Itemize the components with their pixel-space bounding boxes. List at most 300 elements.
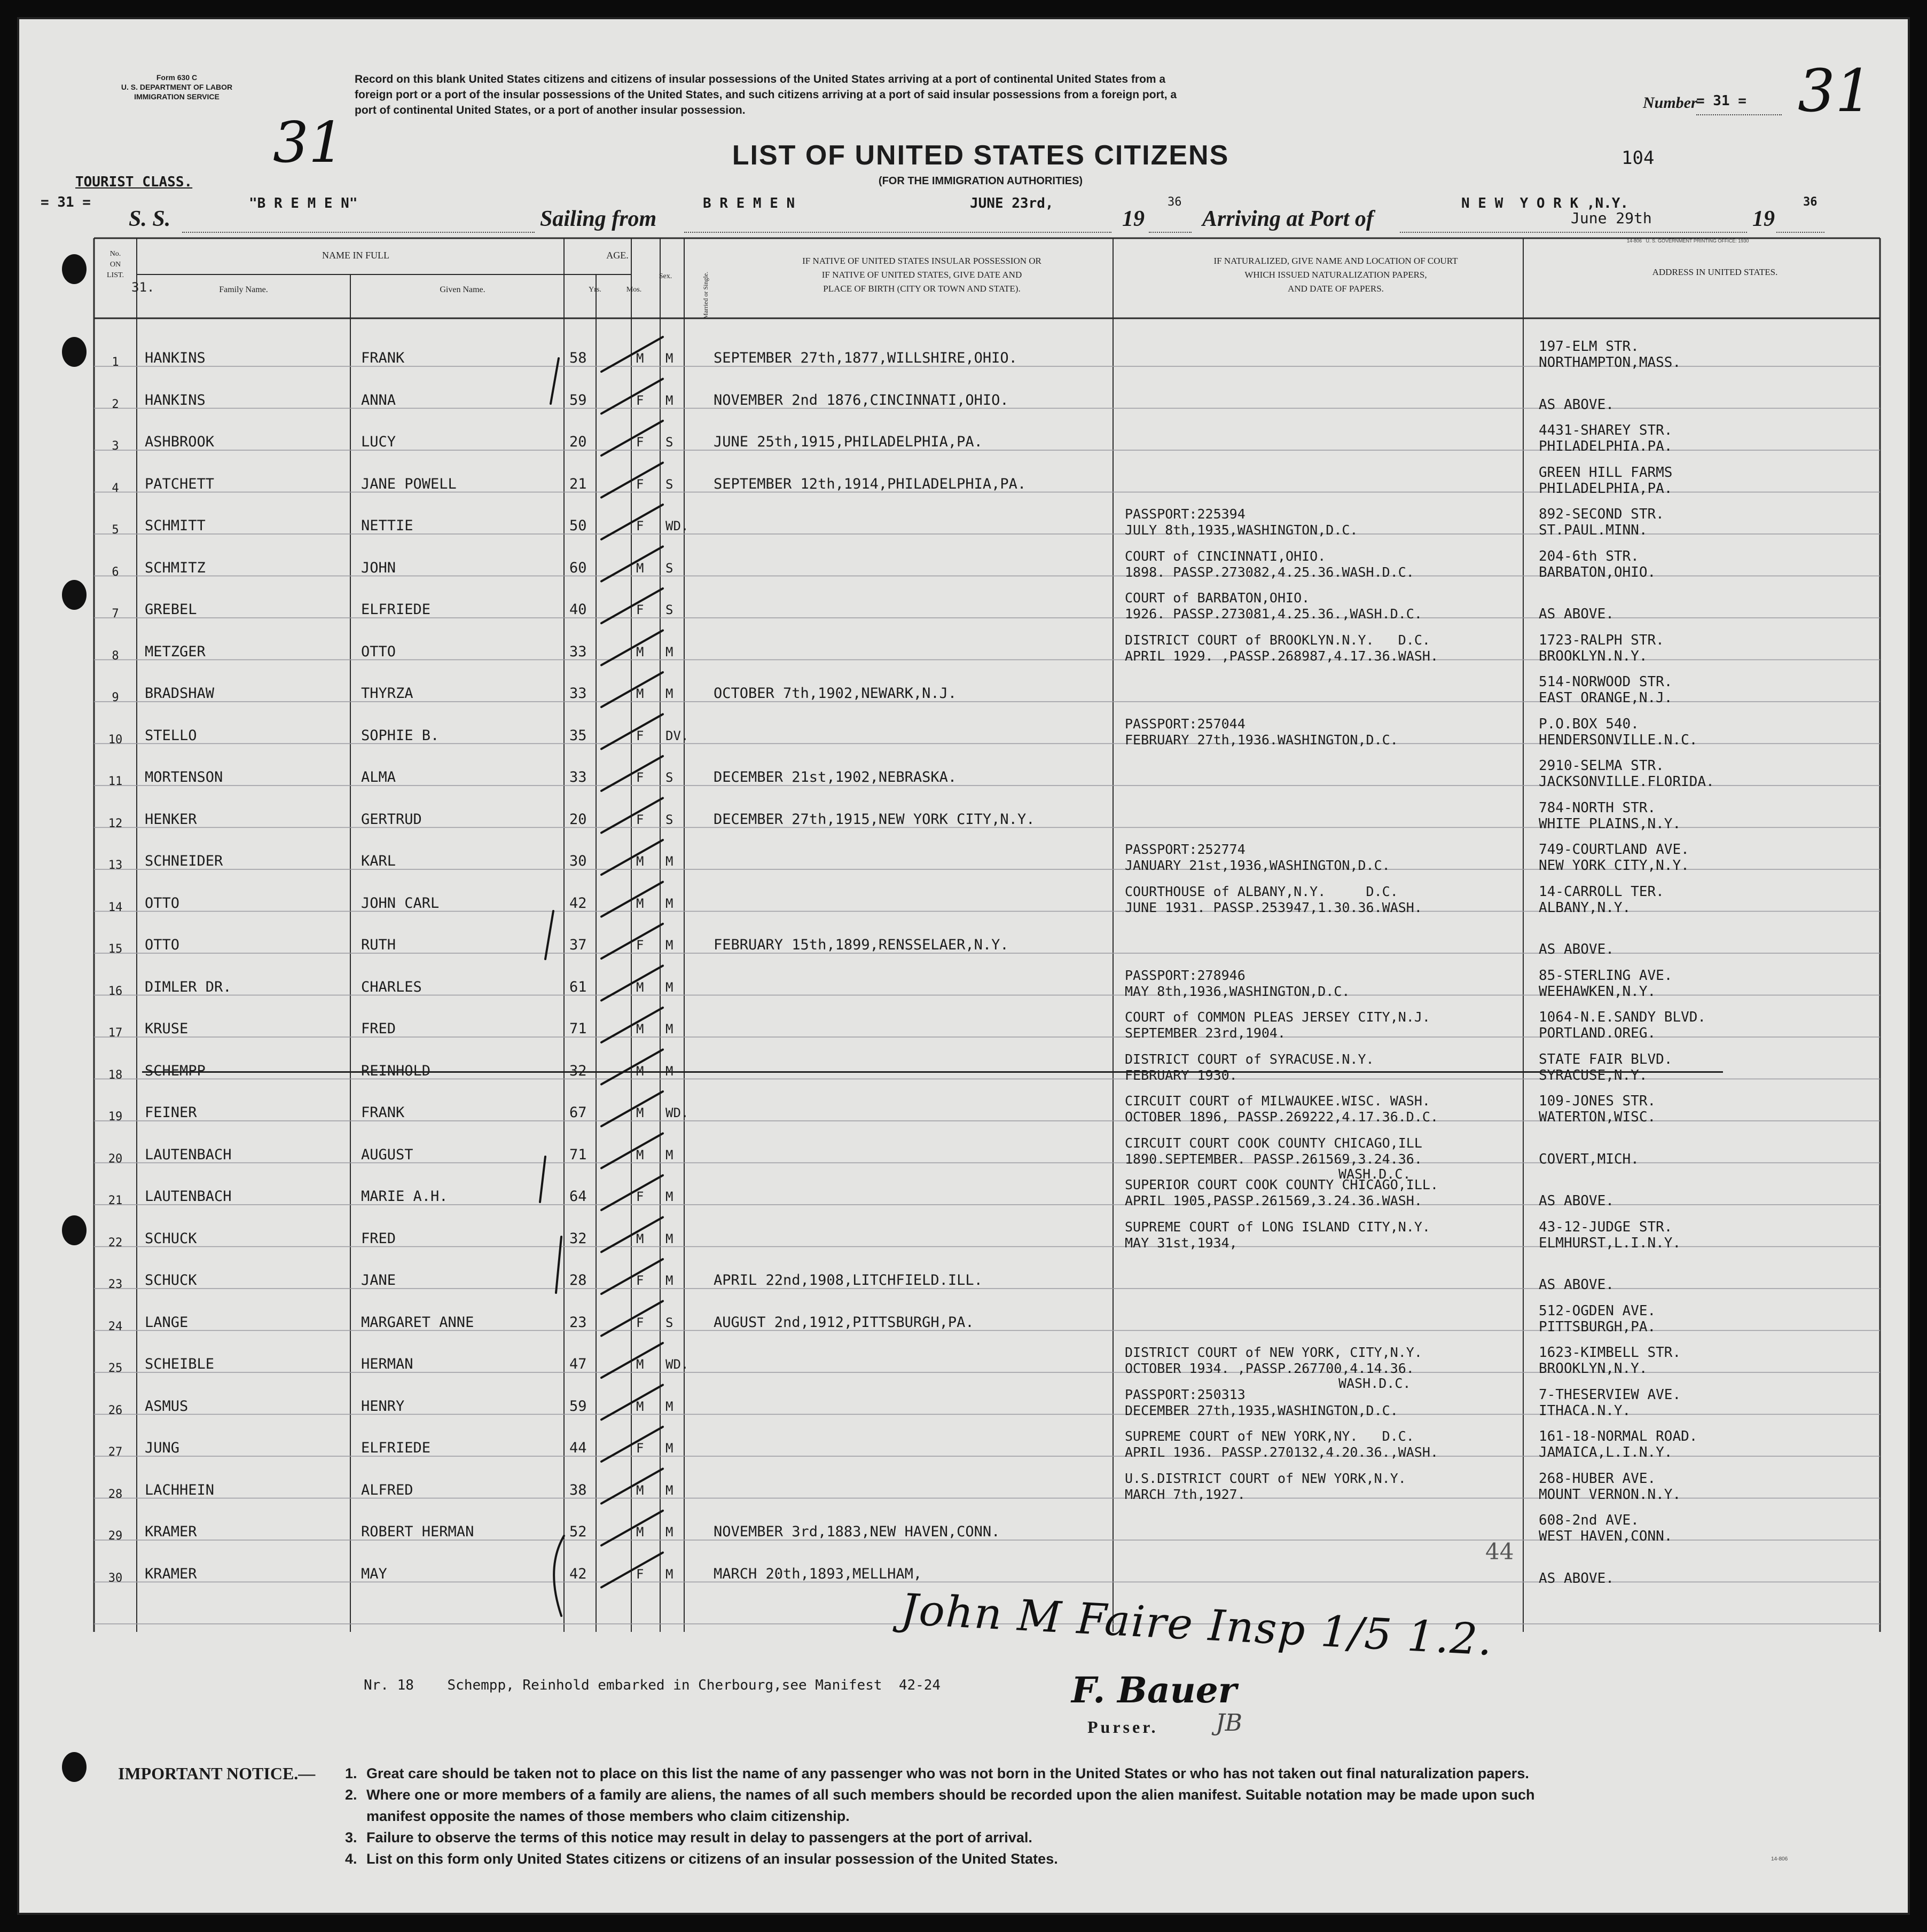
row-number: 24 [108, 1320, 123, 1333]
row-number: 11 [108, 775, 123, 788]
naturalization-date: SEPTEMBER 23rd,1904. [1125, 1025, 1286, 1041]
age-years: 52 [569, 1523, 587, 1540]
given-name: KARL [361, 853, 396, 869]
check-slash [601, 1091, 663, 1126]
marital-status: M [665, 979, 673, 995]
printer-imprint: U. S. GOVERNMENT PRINTING OFFICE: 1930 [1646, 238, 1749, 244]
address-line-2: WHITE PLAINS,N.Y. [1539, 815, 1681, 832]
row-number: 7 [112, 607, 119, 621]
given-name: GERTRUD [361, 811, 422, 828]
age-years: 28 [569, 1272, 587, 1289]
age-years: 33 [569, 769, 587, 786]
given-name: SOPHIE B. [361, 727, 440, 744]
check-slash [601, 1008, 663, 1042]
address-line-2: WEEHAWKEN,N.Y. [1539, 983, 1656, 1000]
given-name: MARIE A.H. [361, 1188, 448, 1205]
naturalization-date: DECEMBER 27th,1935,WASHINGTON,D.C. [1125, 1402, 1398, 1418]
marital-status: M [665, 644, 673, 659]
age-years: 71 [569, 1146, 587, 1163]
naturalization-court: COURT of CINCINNATI,OHIO. [1125, 548, 1326, 564]
address-line-2: MOUNT VERNON.N.Y. [1539, 1486, 1681, 1503]
address-line-1: 4431-SHAREY STR. [1539, 422, 1673, 438]
address-line-2: PORTLAND.OREG. [1539, 1025, 1656, 1041]
family-name: KRUSE [145, 1020, 189, 1037]
address-line-2: PITTSBURGH,PA. [1539, 1318, 1656, 1335]
family-name: SCHUCK [145, 1230, 197, 1247]
margin-note-44: 44 [1485, 1538, 1514, 1565]
birth-info: APRIL 22nd,1908,LITCHFIELD.ILL. [714, 1272, 983, 1289]
given-name: ELFRIEDE [361, 1440, 431, 1456]
age-years: 21 [569, 475, 587, 492]
given-name: HERMAN [361, 1356, 413, 1372]
marital-status: S [665, 435, 673, 450]
check-slash [601, 379, 663, 414]
naturalization-date: OCTOBER 1934. ,PASSP.267700,4.14.36. [1125, 1361, 1414, 1376]
sex: F [636, 435, 644, 450]
address-line-1: 749-COURTLAND AVE. [1539, 842, 1689, 858]
row-number: 23 [108, 1278, 123, 1291]
check-slash [601, 463, 663, 498]
family-name: SCHNEIDER [145, 853, 223, 869]
sailing-from: B R E M E N [703, 195, 795, 211]
address-line-2: SYRACUSE,N.Y. [1539, 1067, 1648, 1083]
marital-status: M [665, 1482, 673, 1498]
row-number: 29 [108, 1529, 123, 1543]
handwritten-list-number: 31 [273, 110, 344, 175]
sailing-label: Sailing from [540, 207, 657, 231]
naturalization-date: FEBRUARY 1930. [1125, 1067, 1237, 1083]
row-number: 15 [108, 943, 123, 956]
marital-status: M [665, 1399, 673, 1414]
sex: M [636, 1147, 644, 1163]
check-slash [601, 756, 663, 791]
header-given-name: Given Name. [440, 285, 485, 294]
family-name: LACHHEIN [145, 1481, 215, 1498]
naturalization-date: 1898. PASSP.273082,4.25.36.WASH.D.C. [1125, 564, 1414, 580]
birth-info: OCTOBER 7th,1902,NEWARK,N.J. [714, 685, 957, 702]
address-line-2: WATERTON,WISC. [1539, 1109, 1656, 1125]
naturalization-date: APRIL 1905,PASSP.261569,3.24.36.WASH. [1125, 1193, 1422, 1208]
row-number: 27 [108, 1446, 123, 1459]
sex: F [636, 728, 644, 743]
arrival-year-suffix: 36 [1803, 195, 1818, 209]
address-line-1: 14-CARROLL TER. [1539, 883, 1664, 900]
notice-item-text: Failure to observe the terms of this notice may result in delay to passengers at the port of arrival. [366, 1829, 1032, 1845]
address-line-2: JACKSONVILLE.FLORIDA. [1539, 774, 1714, 790]
naturalization-court: COURT of BARBATON,OHIO. [1125, 590, 1310, 606]
age-years: 67 [569, 1104, 587, 1121]
naturalization-date: JUNE 1931. PASSP.253947,1.30.36.WASH. [1125, 899, 1422, 915]
age-years: 59 [569, 391, 587, 409]
age-years: 61 [569, 978, 587, 995]
age-years: 32 [569, 1230, 587, 1247]
address-line-2: AS ABOVE. [1539, 1277, 1614, 1293]
marital-status: M [665, 351, 673, 366]
naturalization-court: DISTRICT COURT of SYRACUSE.N.Y. [1125, 1051, 1374, 1067]
marital-status: M [665, 1022, 673, 1036]
age-years: 32 [569, 1062, 587, 1079]
intro-line: port of continental United States, or a port of another insular possession. [355, 104, 746, 116]
address-line-1: 204-6th STR. [1539, 548, 1639, 564]
address-line-2: BROOKLYN,N.Y. [1539, 1361, 1648, 1377]
naturalization-court: PASSPORT:278946 [1125, 967, 1246, 983]
address-line-1: 197-ELM STR. [1539, 339, 1639, 355]
family-name: KRAMER [145, 1565, 197, 1582]
given-name: FRANK [361, 1104, 405, 1121]
naturalization-court: PASSPORT:252774 [1125, 842, 1246, 857]
check-slash [601, 1301, 663, 1336]
year-suffix: 36 [1168, 195, 1182, 209]
address-line-2: ELMHURST,L.I.N.Y. [1539, 1235, 1681, 1251]
ss-label: S. S. [129, 207, 171, 231]
header-sex: Sex. [659, 272, 672, 280]
address-line-2: HENDERSONVILLE.N.C. [1539, 732, 1698, 748]
page-subtitle: (FOR THE IMMIGRATION AUTHORITIES) [878, 175, 1083, 187]
family-name: DIMLER DR. [145, 978, 232, 995]
naturalization-court: SUPREME COURT of NEW YORK,NY. D.C. [1125, 1428, 1414, 1444]
naturalization-court: PASSPORT:225394 [1125, 506, 1246, 522]
notice-item-number: 1. [345, 1765, 357, 1781]
given-name: NETTIE [361, 517, 413, 534]
year-prefix: 19 [1122, 207, 1145, 231]
address-line-2: EAST ORANGE,N.J. [1539, 690, 1673, 706]
row-number: 17 [108, 1026, 123, 1040]
check-slash [601, 1134, 663, 1168]
notice-item-number: 3. [345, 1829, 357, 1845]
address-line-1: 1723-RALPH STR. [1539, 632, 1664, 648]
arrival-port: N E W Y O R K ,N.Y. [1461, 195, 1629, 211]
address-line-1: 1623-KIMBELL STR. [1539, 1345, 1681, 1361]
birth-info: MARCH 20th,1893,MELLHAM, [714, 1565, 922, 1582]
naturalization-extra: WASH.D.C. [1338, 1166, 1411, 1182]
sex: F [636, 1441, 644, 1456]
check-slash [601, 631, 663, 665]
marital-status: M [665, 1566, 673, 1582]
row-number: 9 [112, 691, 119, 704]
address-line-2: NORTHAMPTON,MASS. [1539, 355, 1681, 371]
header-address: ADDRESS IN UNITED STATES. [1652, 267, 1778, 277]
address-line-2: PHILADELPHIA.PA. [1539, 438, 1673, 454]
given-name: RUTH [361, 937, 396, 953]
check-slash [601, 421, 663, 455]
address-line-1: 892-SECOND STR. [1539, 506, 1664, 522]
check-slash [601, 966, 663, 1001]
address-line-2: NEW YORK CITY,N.Y. [1539, 858, 1689, 874]
age-years: 30 [569, 853, 587, 869]
purser-label: Purser. [1087, 1717, 1158, 1737]
sex: F [636, 1566, 644, 1582]
sex: M [636, 1063, 644, 1079]
family-name: SCHEIBLE [145, 1356, 215, 1372]
row-number: 30 [108, 1571, 123, 1585]
birth-info: AUGUST 2nd,1912,PITTSBURGH,PA. [714, 1314, 974, 1331]
age-years: 23 [569, 1314, 587, 1331]
given-name: ROBERT HERMAN [361, 1523, 474, 1540]
family-name: JUNG [145, 1440, 180, 1456]
row-number: 3 [112, 439, 119, 453]
given-name: ELFRIEDE [361, 601, 431, 618]
marital-status: M [665, 686, 673, 701]
number-label: Number [1643, 94, 1697, 112]
check-slash [601, 798, 663, 833]
row-number: 21 [108, 1194, 123, 1207]
age-years: 35 [569, 727, 587, 744]
header-mos: Mos. [626, 286, 642, 294]
check-slash [601, 1427, 663, 1462]
check-slash [601, 1218, 663, 1252]
family-name: SCHUCK [145, 1272, 197, 1289]
service-name: IMMIGRATION SERVICE [134, 92, 220, 101]
sex: M [636, 1105, 644, 1120]
address-line-1: 268-HUBER AVE. [1539, 1470, 1656, 1487]
address-line-2: ITHACA.N.Y. [1539, 1402, 1631, 1419]
intro-line: Record on this blank United States citizens and citizens of insular possessions of the United States arriving at a port of continental United States from a [355, 73, 1166, 85]
naturalization-court: DISTRICT COURT of NEW YORK, CITY,N.Y. [1125, 1345, 1422, 1360]
address-line-2: JAMAICA,L.I.N.Y. [1539, 1444, 1673, 1460]
intro-line: foreign port or a port of the insular possessions of the United States, and such citizens arriving at a port of said insular possessions from a foreign port, a [355, 89, 1177, 101]
page-title: LIST OF UNITED STATES CITIZENS [732, 140, 1229, 171]
row-number: 12 [108, 816, 123, 830]
header-married-single: Married or Single. [702, 271, 709, 319]
naturalization-court: DISTRICT COURT of BROOKLYN.N.Y. D.C. [1125, 632, 1430, 648]
birth-info: DECEMBER 27th,1915,NEW YORK CITY,N.Y. [714, 811, 1035, 828]
given-name: ALMA [361, 769, 396, 786]
address-line-2: AS ABOVE. [1539, 1570, 1614, 1587]
manifest-page [17, 17, 1910, 1915]
row-number: 20 [108, 1152, 123, 1166]
check-slash [601, 1385, 663, 1420]
row-number: 8 [112, 649, 119, 663]
marital-status: M [665, 896, 673, 911]
check-slash [601, 882, 663, 917]
notice-heading: IMPORTANT NOTICE.— [118, 1764, 316, 1783]
naturalization-date: JANUARY 21st,1936,WASHINGTON,D.C. [1125, 858, 1390, 873]
marital-status: WD. [665, 1105, 689, 1120]
family-name: HENKER [145, 811, 197, 828]
given-name: FRED [361, 1020, 396, 1037]
sex: F [636, 938, 644, 953]
address-line-1: 1064-N.E.SANDY BLVD. [1539, 1009, 1706, 1025]
sex: M [636, 1525, 644, 1540]
sex: M [636, 686, 644, 701]
marital-status: WD. [665, 1357, 689, 1372]
marital-status: M [665, 1525, 673, 1540]
tourist-class: TOURIST CLASS. [75, 174, 193, 190]
header-yrs: Yrs. [589, 286, 601, 294]
given-name: OTTO [361, 643, 396, 660]
department-name: U. S. DEPARTMENT OF LABOR [121, 83, 233, 91]
sex: M [636, 1399, 644, 1414]
sex: M [636, 979, 644, 995]
sex: M [636, 1022, 644, 1036]
address-line-2: BROOKLYN.N.Y. [1539, 648, 1648, 664]
page-number: 104 [1622, 147, 1655, 169]
notice-item-text: manifest opposite the names of those members who claim citizenship. [366, 1808, 850, 1824]
address-line-1: 7-THESERVIEW AVE. [1539, 1386, 1681, 1403]
marital-status: S [665, 812, 673, 827]
row-number: 22 [108, 1236, 123, 1250]
footnote: Nr. 18 Schempp, Reinhold embarked in Cherbourg,see Manifest 42-24 [364, 1677, 941, 1693]
naturalization-court: SUPERIOR COURT COOK COUNTY CHICAGO,ILL. [1125, 1177, 1438, 1192]
check-slash [601, 588, 663, 623]
given-name: REINHOLD [361, 1062, 431, 1079]
sex: M [636, 644, 644, 659]
check-slash [601, 714, 663, 749]
sex: M [636, 560, 644, 576]
family-name: METZGER [145, 643, 206, 660]
family-name: ASMUS [145, 1397, 189, 1415]
ship-name: "B R E M E N" [249, 195, 358, 211]
naturalization-date: MAY 8th,1936,WASHINGTON,D.C. [1125, 983, 1350, 999]
address-line-1: 512-OGDEN AVE. [1539, 1302, 1656, 1319]
given-name: MARGARET ANNE [361, 1314, 474, 1331]
naturalization-court: PASSPORT:250313 [1125, 1386, 1246, 1402]
header-birth: IF NATIVE OF UNITED STATES INSULAR POSSESSION OR IF NATIVE OF UNITED STATES, GIVE DATE AND PLACE OF BIRTH (CITY OR TOWN AND STATE). [802, 256, 1041, 294]
birth-info: JUNE 25th,1915,PHILADELPHIA,PA. [714, 434, 983, 450]
check-slash [601, 924, 663, 959]
check-slash [601, 1259, 663, 1294]
family-name: OTTO [145, 894, 180, 912]
notice-item-number: 2. [345, 1787, 357, 1803]
naturalization-date: MAY 31st,1934, [1125, 1235, 1237, 1251]
row-number: 10 [108, 733, 123, 747]
purser-signature: F. Bauer [1071, 1669, 1237, 1711]
header-family-name: Family Name. [219, 285, 268, 294]
notice-item-text: List on this form only United States citizens or citizens of an insular possession of the United States. [366, 1851, 1058, 1867]
sex: F [636, 476, 644, 492]
check-slash [601, 1553, 663, 1588]
header-list-no: 31. [131, 280, 155, 295]
naturalization-date: OCTOBER 1896, PASSP.269222,4.17.36.D.C. [1125, 1109, 1438, 1125]
marital-status: M [665, 1441, 673, 1456]
marital-status: DV. [665, 728, 689, 743]
check-slash [601, 1343, 663, 1378]
form-number: Form 630 C [156, 73, 198, 82]
row-number: 6 [112, 565, 119, 579]
given-name: ALFRED [361, 1481, 413, 1498]
important-notice [118, 1763, 1881, 1870]
given-name: JOHN CARL [361, 894, 440, 912]
birth-info: NOVEMBER 3rd,1883,NEW HAVEN,CONN. [714, 1523, 1000, 1540]
marital-status: S [665, 476, 673, 492]
age-years: 59 [569, 1397, 587, 1415]
marital-status: M [665, 938, 673, 953]
marital-status: WD. [665, 519, 689, 533]
row-number: 18 [108, 1068, 123, 1082]
address-line-2: ALBANY,N.Y. [1539, 899, 1631, 916]
naturalization-date: APRIL 1929. ,PASSP.268987,4.17.36.WASH. [1125, 648, 1438, 664]
notice-code: 14-806 [1771, 1856, 1788, 1862]
naturalization-date: FEBRUARY 27th,1936.WASHINGTON,D.C. [1125, 732, 1398, 748]
family-name: PATCHETT [145, 475, 215, 492]
sex: F [636, 770, 644, 785]
check-slash [601, 840, 663, 875]
family-name: SCHMITZ [145, 559, 206, 576]
age-years: 44 [569, 1440, 587, 1456]
age-years: 50 [569, 517, 587, 534]
sex: M [636, 896, 644, 911]
age-years: 20 [569, 811, 587, 828]
sex: F [636, 392, 644, 408]
family-name: LAUTENBACH [145, 1146, 232, 1163]
family-name: SCHEMPP [145, 1062, 206, 1079]
given-name: HENRY [361, 1397, 405, 1415]
sex: F [636, 519, 644, 533]
inspector-signature: John M Faire Insp 1/5 1.2. [899, 1584, 1494, 1665]
address-line-2: BARBATON,OHIO. [1539, 564, 1656, 580]
row-number: 19 [108, 1110, 123, 1124]
header-naturalized: IF NATURALIZED, GIVE NAME AND LOCATION OF COURT WHICH ISSUED NATURALIZATION PAPERS, AND DATE OF PAPERS. [1213, 256, 1458, 294]
sex: F [636, 1189, 644, 1204]
purser-initials: JB [1216, 1709, 1242, 1737]
given-name: MAY [361, 1565, 387, 1582]
row-number: 13 [108, 859, 123, 872]
header-age: AGE. [606, 250, 629, 261]
naturalization-court: COURTHOUSE of ALBANY,N.Y. D.C. [1125, 883, 1398, 899]
sailing-date: JUNE 23rd, [970, 195, 1054, 211]
row-number: 2 [112, 397, 119, 411]
sex: F [636, 1315, 644, 1330]
address-line-1: 109-JONES STR. [1539, 1093, 1656, 1109]
marital-status: M [665, 1189, 673, 1204]
given-name: LUCY [361, 434, 396, 450]
given-name: JANE [361, 1272, 396, 1289]
age-years: 47 [569, 1356, 587, 1372]
address-line-1: 2910-SELMA STR. [1539, 758, 1664, 774]
check-slash [601, 672, 663, 707]
address-line-1: P.O.BOX 540. [1539, 716, 1639, 732]
check-slash [601, 1175, 663, 1210]
given-name: ANNA [361, 391, 396, 409]
naturalization-court: CIRCUIT COURT COOK COUNTY CHICAGO,ILL [1125, 1135, 1422, 1151]
address-line-2: AS ABOVE. [1539, 396, 1614, 413]
family-name: STELLO [145, 727, 197, 744]
sex: F [636, 812, 644, 827]
family-name: SCHMITT [145, 517, 206, 534]
number-typed: = 31 = [1696, 93, 1746, 109]
check-slash [601, 337, 663, 372]
family-name: HANKINS [145, 391, 206, 409]
list-prefix: = 31 = [41, 194, 91, 210]
sex: M [636, 1482, 644, 1498]
age-years: 37 [569, 937, 587, 953]
row-number: 14 [108, 900, 123, 914]
age-years: 60 [569, 559, 587, 576]
naturalization-court: COURT of COMMON PLEAS JERSEY CITY,N.J. [1125, 1009, 1430, 1025]
address-line-1: 514-NORWOOD STR. [1539, 674, 1673, 690]
birth-info: NOVEMBER 2nd 1876,CINCINNATI,OHIO. [714, 391, 1009, 409]
naturalization-extra: WASH.D.C. [1338, 1376, 1411, 1391]
check-slash [601, 547, 663, 582]
naturalization-court: CIRCUIT COURT of MILWAUKEE.WISC. WASH. [1125, 1093, 1430, 1109]
family-name: KRAMER [145, 1523, 197, 1540]
age-years: 64 [569, 1188, 587, 1205]
family-name: LAUTENBACH [145, 1188, 232, 1205]
sex: F [636, 602, 644, 617]
arrival-year-prefix: 19 [1752, 207, 1775, 231]
family-name: FEINER [145, 1104, 197, 1121]
header-no: No. ON LIST. [106, 250, 124, 279]
marital-status: S [665, 770, 673, 785]
arriving-label: Arriving at Port of [1202, 207, 1374, 231]
age-years: 33 [569, 685, 587, 702]
family-name: GREBEL [145, 601, 197, 618]
naturalization-date: 1890.SEPTEMBER. PASSP.261569,3.24.36. [1125, 1151, 1422, 1167]
family-name: BRADSHAW [145, 685, 215, 702]
sex: F [636, 1273, 644, 1288]
address-line-2: PHILADELPHIA,PA. [1539, 480, 1673, 497]
check-slash [601, 505, 663, 539]
